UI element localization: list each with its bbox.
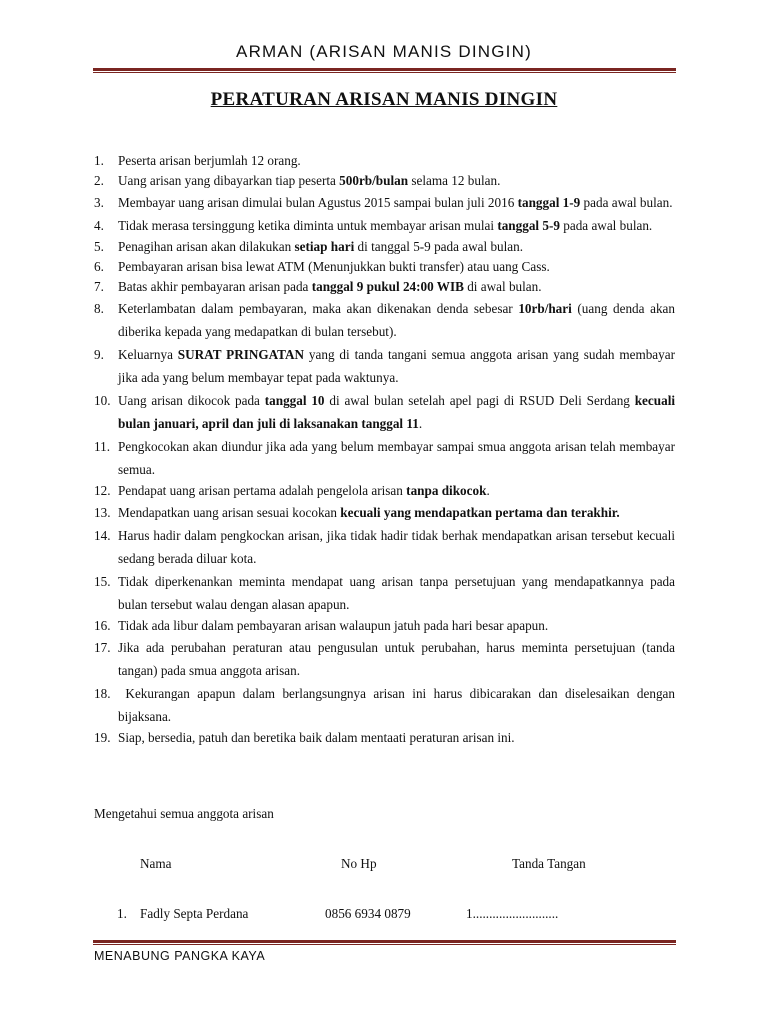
column-header-phone: No Hp xyxy=(341,856,377,871)
footer-divider xyxy=(93,940,676,945)
rule-text: Keterlambatan dalam pembayaran, maka akan dikenakan denda sebesar 10rb/hari (uang denda akan diberika kepada yang medapatkan di bulan tersebut). xyxy=(118,301,675,339)
member-signature: 1.......................... xyxy=(466,906,559,921)
footer-text: MENABUNG PANGKA KAYA xyxy=(94,949,266,963)
rule-text: Uang arisan dikocok pada tanggal 10 di awal bulan setelah apel pagi di RSUD Deli Serdang kecuali bulan januari, april dan juli di laksanakan tanggal 11. xyxy=(118,393,676,431)
rule-item xyxy=(94,524,675,570)
rule-number: 13. xyxy=(94,505,111,520)
rule-item xyxy=(94,343,675,389)
rule-text: Kekurangan apapun dalam berlangsungnya arisan ini harus dibicarakan dan diselesaikan dengan bijaksana. xyxy=(118,686,675,724)
rule-item xyxy=(94,389,675,435)
rule-text: Tidak ada libur dalam pembayaran arisan walaupun jatuh pada hari besar apapun. xyxy=(118,618,549,633)
rule-item xyxy=(94,728,675,748)
rule-number: 3. xyxy=(94,195,104,210)
rule-text: Tidak diperkenankan meminta mendapat uang arisan tanpa persetujuan yang mendapatkannya pada bulan tersebut walau dengan alasan apapun. xyxy=(118,574,675,612)
rule-text: Batas akhir pembayaran arisan pada tanggal 9 pukul 24:00 WIB di awal bulan. xyxy=(118,279,542,294)
rule-item xyxy=(94,214,675,237)
rule-item xyxy=(94,501,675,524)
rule-item xyxy=(94,435,675,481)
rule-number: 5. xyxy=(94,239,104,254)
rule-text: Pendapat uang arisan pertama adalah pengelola arisan tanpa dikocok. xyxy=(118,483,490,498)
rule-text: Siap, bersedia, patuh dan beretika baik dalam mentaati peraturan arisan ini. xyxy=(118,730,515,745)
rule-number: 4. xyxy=(94,218,104,233)
column-header-signature: Tanda Tangan xyxy=(512,856,586,871)
rule-text: Penagihan arisan akan dilakukan setiap hari di tanggal 5-9 pada awal bulan. xyxy=(118,239,524,254)
rules-list xyxy=(94,151,675,748)
header-divider xyxy=(93,68,676,73)
rule-number: 6. xyxy=(94,259,104,274)
rule-number: 16. xyxy=(94,618,111,633)
rule-number: 7. xyxy=(94,279,104,294)
member-phone: 0856 6934 0879 xyxy=(325,906,411,921)
rule-number: 8. xyxy=(94,301,104,316)
rule-item xyxy=(94,171,675,191)
rule-item xyxy=(94,636,675,682)
rule-text: Membayar uang arisan dimulai bulan Agustus 2015 sampai bulan juli 2016 tanggal 1-9 pada awal bulan. xyxy=(118,195,673,210)
rule-item xyxy=(94,151,675,171)
rule-text: Mendapatkan uang arisan sesuai kocokan kecuali yang mendapatkan pertama dan terakhir. xyxy=(118,505,620,520)
rule-text: Pembayaran arisan bisa lewat ATM (Menunjukkan bukti transfer) atau uang Cass. xyxy=(118,259,550,274)
rule-item xyxy=(94,682,675,728)
rule-number: 11. xyxy=(94,439,110,454)
document-title: PERATURAN ARISAN MANIS DINGIN xyxy=(210,89,558,110)
member-name: Fadly Septa Perdana xyxy=(140,906,249,921)
rule-number: 1. xyxy=(94,153,104,168)
rule-number: 18. xyxy=(94,686,111,701)
header-title: ARMAN (ARISAN MANIS DINGIN) xyxy=(236,42,532,61)
rule-item xyxy=(94,570,675,616)
rule-item xyxy=(94,237,675,257)
rule-number: 10. xyxy=(94,393,111,408)
rule-item xyxy=(94,277,675,297)
rule-item xyxy=(94,191,675,214)
row-number: 1. xyxy=(117,906,127,921)
rule-text: Uang arisan yang dibayarkan tiap peserta 500rb/bulan selama 12 bulan. xyxy=(118,173,501,188)
rule-item xyxy=(94,297,675,343)
rule-number: 2. xyxy=(94,173,104,188)
rule-item xyxy=(94,481,675,501)
rule-text: Jika ada perubahan peraturan atau pengusulan untuk perubahan, harus meminta persetujuan (tanda tangan) pada smua anggota arisan. xyxy=(118,640,675,678)
rule-number: 12. xyxy=(94,483,111,498)
column-header-name: Nama xyxy=(140,856,172,871)
rule-text: Harus hadir dalam pengkockan arisan, jika tidak hadir tidak berhak mendapatkan arisan tersebut kecuali sedang berada diluar kota. xyxy=(118,528,675,566)
rule-text: Pengkocokan akan diundur jika ada yang belum membayar sampai smua anggota arisan telah membayar semua. xyxy=(118,439,675,477)
rule-text: Peserta arisan berjumlah 12 orang. xyxy=(118,153,301,168)
rule-number: 17. xyxy=(94,640,111,655)
rule-number: 15. xyxy=(94,574,111,589)
rule-text: Keluarnya SURAT PRINGATAN yang di tanda tangani semua anggota arisan yang sudah membayar jika ada yang belum membayar tepat pada waktunya. xyxy=(118,347,676,385)
acknowledgement-text: Mengetahui semua anggota arisan xyxy=(94,806,274,821)
rule-number: 9. xyxy=(94,347,104,362)
rule-number: 14. xyxy=(94,528,111,543)
rule-text: Tidak merasa tersinggung ketika diminta untuk membayar arisan mulai tanggal 5-9 pada awal bulan. xyxy=(118,218,653,233)
rule-number: 19. xyxy=(94,730,111,745)
rule-item xyxy=(94,257,675,277)
rule-item xyxy=(94,616,675,636)
